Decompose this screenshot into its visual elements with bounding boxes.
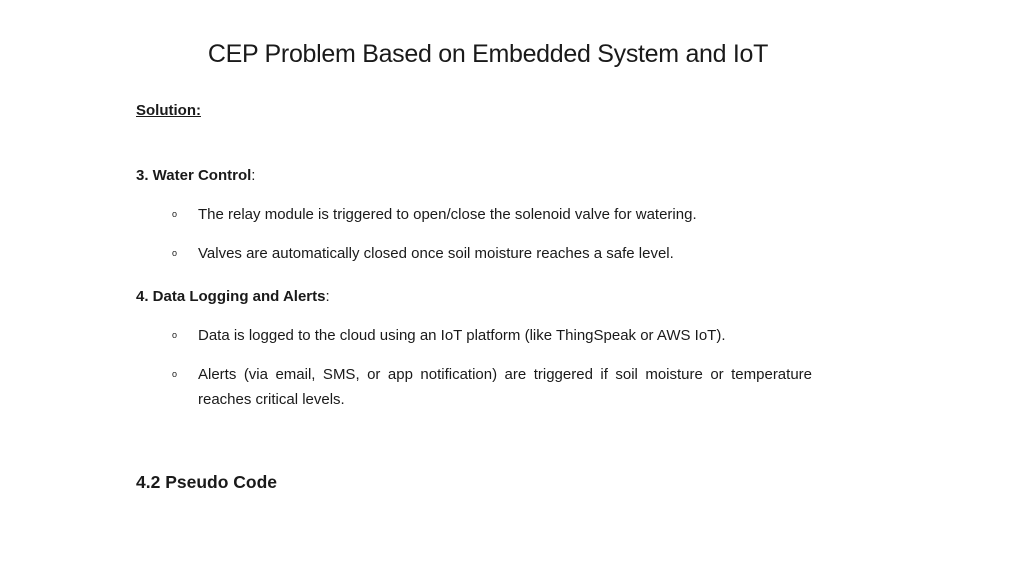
list-item xyxy=(172,323,812,348)
list-item-text: Valves are automatically closed once soil moisture reaches a safe level. xyxy=(198,245,674,262)
solution-label: Solution: xyxy=(136,102,201,119)
list-item xyxy=(172,362,812,412)
page-title: CEP Problem Based on Embedded System and IoT xyxy=(207,40,769,68)
list-item xyxy=(172,202,812,227)
bullet-marker-icon: o xyxy=(172,369,178,379)
pseudo-code-heading: 4.2 Pseudo Code xyxy=(136,472,278,492)
section-heading-colon: : xyxy=(325,288,330,305)
bullet-marker-icon: o xyxy=(172,209,178,219)
section-heading-water-control xyxy=(136,167,255,184)
list-item-text: Alerts (via email, SMS, or app notification) are triggered if soil moisture or temperature reaches critical levels. xyxy=(198,366,812,408)
section-heading-text: 4. Data Logging and Alerts xyxy=(136,288,326,305)
section-heading-colon: : xyxy=(251,167,256,184)
list-item-text: Data is logged to the cloud using an IoT platform (like ThingSpeak or AWS IoT). xyxy=(198,327,726,344)
bullet-marker-icon: o xyxy=(172,248,178,258)
section-heading-data-logging xyxy=(136,288,330,305)
section-heading-text: 3. Water Control xyxy=(136,167,252,184)
list-item-text: The relay module is triggered to open/close the solenoid valve for watering. xyxy=(198,206,697,223)
list-item xyxy=(172,241,812,266)
bullet-marker-icon: o xyxy=(172,330,178,340)
